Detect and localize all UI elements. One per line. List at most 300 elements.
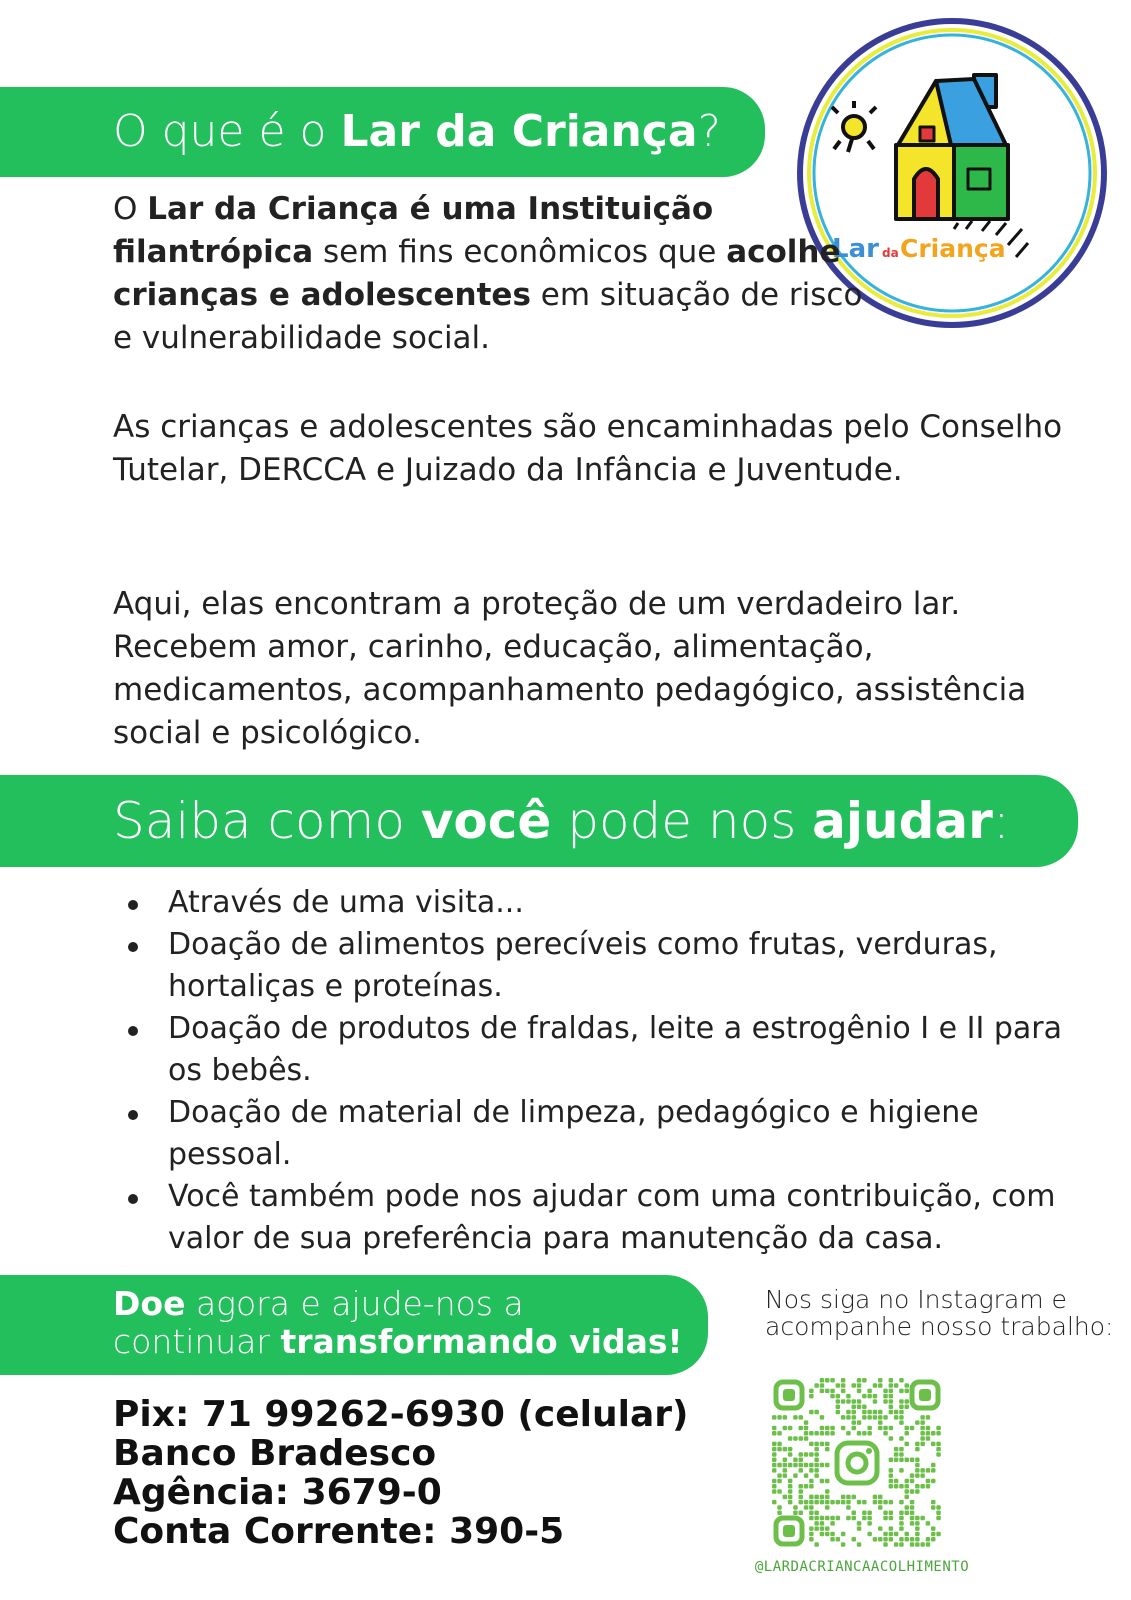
qr-module: [915, 1473, 920, 1478]
qr-module: [867, 1426, 872, 1431]
qr-module: [878, 1410, 883, 1415]
title-highlight: Lar da Criança: [340, 106, 698, 157]
qr-module: [926, 1484, 931, 1489]
qr-module: [867, 1431, 872, 1436]
qr-module: [820, 1500, 825, 1505]
qr-module: [889, 1426, 894, 1431]
qr-module: [804, 1452, 809, 1457]
intro-paragraph: O Lar da Criança é uma Instituição filantrópica sem fins econômicos que acolhe crianças e adolescentes em situação de risco e vulnerabilidade social.: [113, 191, 863, 356]
qr-module: [873, 1495, 878, 1500]
qr-module: [809, 1505, 814, 1510]
instagram-qr-code-icon[interactable]: [772, 1378, 942, 1548]
qr-module: [814, 1431, 819, 1436]
qr-module: [772, 1479, 777, 1484]
qr-module: [777, 1447, 782, 1452]
qr-module: [910, 1500, 915, 1505]
qr-module: [804, 1500, 809, 1505]
qr-module: [809, 1463, 814, 1468]
qr-module: [825, 1389, 830, 1394]
qr-module: [910, 1542, 915, 1547]
qr-module: [926, 1436, 931, 1441]
qr-module: [777, 1463, 782, 1468]
qr-module: [820, 1383, 825, 1388]
qr-module: [804, 1473, 809, 1478]
qr-module: [905, 1458, 910, 1463]
qr-module: [931, 1532, 936, 1537]
qr-module: [905, 1426, 910, 1431]
qr-module: [852, 1537, 857, 1542]
qr-module: [926, 1468, 931, 1473]
qr-module: [825, 1516, 830, 1521]
qr-module: [915, 1516, 920, 1521]
qr-module: [846, 1415, 851, 1420]
qr-module: [883, 1431, 888, 1436]
qr-module: [889, 1394, 894, 1399]
qr-module: [915, 1537, 920, 1542]
qr-module: [814, 1511, 819, 1516]
qr-module: [777, 1442, 782, 1447]
qr-module: [915, 1484, 920, 1489]
qr-module: [814, 1383, 819, 1388]
qr-module: [936, 1452, 941, 1457]
qr-module: [889, 1458, 894, 1463]
qr-module: [814, 1526, 819, 1531]
header-banner-about: [0, 87, 765, 177]
qr-module: [809, 1532, 814, 1537]
qr-module: [889, 1399, 894, 1404]
qr-module: [910, 1489, 915, 1494]
qr-module: [841, 1532, 846, 1537]
qr-module: [836, 1500, 841, 1505]
qr-module: [883, 1399, 888, 1404]
qr-module: [846, 1495, 851, 1500]
qr-module: [867, 1415, 872, 1420]
pix-key: Pix: 71 99262-6930 (celular): [113, 1394, 689, 1435]
qr-module: [793, 1458, 798, 1463]
qr-module: [836, 1516, 841, 1521]
qr-module: [915, 1489, 920, 1494]
qr-module: [857, 1378, 862, 1383]
qr-module: [772, 1442, 777, 1447]
logo-word-lar: Lar: [832, 234, 879, 264]
qr-module: [878, 1505, 883, 1510]
qr-module: [873, 1410, 878, 1415]
qr-module: [905, 1383, 910, 1388]
qr-module: [846, 1516, 851, 1521]
qr-module: [788, 1426, 793, 1431]
qr-module: [883, 1394, 888, 1399]
qr-module: [883, 1500, 888, 1505]
qr-module: [889, 1468, 894, 1473]
qr-module: [926, 1537, 931, 1542]
qr-module: [793, 1415, 798, 1420]
qr-module: [772, 1447, 777, 1452]
qr-module: [783, 1463, 788, 1468]
qr-module: [883, 1415, 888, 1420]
qr-module: [915, 1521, 920, 1526]
qr-module: [846, 1500, 851, 1505]
qr-module: [899, 1436, 904, 1441]
qr-module: [889, 1378, 894, 1383]
qr-module: [804, 1463, 809, 1468]
bank-account: Conta Corrente: 390-5: [113, 1511, 565, 1552]
qr-module: [905, 1399, 910, 1404]
qr-module: [777, 1431, 782, 1436]
qr-module: [936, 1426, 941, 1431]
qr-module: [899, 1389, 904, 1394]
qr-module: [905, 1511, 910, 1516]
qr-module: [809, 1452, 814, 1457]
qr-module: [788, 1436, 793, 1441]
qr-module: [894, 1458, 899, 1463]
intro-bold-1: Lar da Criança é uma Instituição filantrópica: [113, 191, 714, 270]
qr-module: [814, 1542, 819, 1547]
qr-module: [830, 1431, 835, 1436]
care-paragraph: Aqui, elas encontram a proteção de um verdadeiro lar. Recebem amor, carinho, educação, alimentação, medicamentos, acompanhamento pedagógico, assistência social e psicológico.: [113, 586, 1027, 751]
qr-module: [825, 1431, 830, 1436]
qr-module: [777, 1505, 782, 1510]
qr-module: [867, 1516, 872, 1521]
qr-module: [772, 1458, 777, 1463]
qr-module: [920, 1436, 925, 1441]
qr-module: [793, 1473, 798, 1478]
qr-module: [852, 1415, 857, 1420]
qr-module: [820, 1526, 825, 1531]
qr-module: [915, 1463, 920, 1468]
qr-module: [820, 1378, 825, 1383]
qr-module: [788, 1463, 793, 1468]
qr-module: [910, 1505, 915, 1510]
section-title-help: Saiba como você pode nos ajudar:: [113, 792, 1010, 850]
qr-module: [825, 1442, 830, 1447]
qr-module: [894, 1532, 899, 1537]
qr-module: [862, 1431, 867, 1436]
qr-module: [862, 1378, 867, 1383]
qr-module: [867, 1394, 872, 1399]
qr-module: [889, 1410, 894, 1415]
qr-module: [804, 1431, 809, 1436]
qr-module: [772, 1489, 777, 1494]
qr-module: [804, 1484, 809, 1489]
qr-module: [788, 1452, 793, 1457]
qr-module: [936, 1516, 941, 1521]
qr-module: [857, 1500, 862, 1505]
qr-module: [889, 1537, 894, 1542]
qr-module: [841, 1542, 846, 1547]
qr-module: [867, 1410, 872, 1415]
qr-module: [883, 1537, 888, 1542]
qr-module: [836, 1383, 841, 1388]
qr-module: [936, 1447, 941, 1452]
qr-module: [889, 1500, 894, 1505]
qr-module: [857, 1431, 862, 1436]
qr-module: [926, 1521, 931, 1526]
qr-module: [772, 1463, 777, 1468]
qr-module: [926, 1479, 931, 1484]
qr-module: [799, 1426, 804, 1431]
qr-module: [899, 1405, 904, 1410]
qr-module: [825, 1479, 830, 1484]
qr-module: [926, 1415, 931, 1420]
qr-module: [852, 1383, 857, 1388]
qr-module: [899, 1542, 904, 1547]
qr-module: [931, 1463, 936, 1468]
qr-module: [878, 1415, 883, 1420]
qr-module: [867, 1511, 872, 1516]
qr-module: [920, 1542, 925, 1547]
qr-module: [910, 1516, 915, 1521]
qr-module: [873, 1415, 878, 1420]
qr-module: [857, 1399, 862, 1404]
qr-module: [852, 1516, 857, 1521]
qr-module: [857, 1526, 862, 1531]
qr-module: [894, 1542, 899, 1547]
qr-module: [841, 1383, 846, 1388]
qr-module: [915, 1447, 920, 1452]
qr-module: [883, 1532, 888, 1537]
qr-module: [867, 1532, 872, 1537]
qr-module: [799, 1495, 804, 1500]
qr-module: [899, 1452, 904, 1457]
qr-module: [862, 1511, 867, 1516]
qr-module: [926, 1431, 931, 1436]
qr-module: [809, 1431, 814, 1436]
qr-module: [841, 1495, 846, 1500]
qr-module: [783, 1458, 788, 1463]
qr-module: [772, 1426, 777, 1431]
qr-module: [783, 1495, 788, 1500]
qr-module: [910, 1537, 915, 1542]
qr-module: [793, 1505, 798, 1510]
qr-module: [830, 1378, 835, 1383]
qr-module: [841, 1415, 846, 1420]
qr-module: [788, 1484, 793, 1489]
qr-module: [899, 1484, 904, 1489]
qr-module: [910, 1473, 915, 1478]
qr-module: [809, 1410, 814, 1415]
qr-module: [862, 1516, 867, 1521]
qr-module: [915, 1468, 920, 1473]
qr-module: [931, 1505, 936, 1510]
qr-module: [878, 1378, 883, 1383]
qr-module: [931, 1526, 936, 1531]
qr-module: [920, 1415, 925, 1420]
qr-module: [846, 1431, 851, 1436]
qr-module: [920, 1420, 925, 1425]
qr-module: [889, 1511, 894, 1516]
qr-module: [899, 1420, 904, 1425]
qr-module: [878, 1426, 883, 1431]
qr-module: [809, 1500, 814, 1505]
qr-module: [889, 1532, 894, 1537]
qr-module: [905, 1405, 910, 1410]
qr-module: [793, 1511, 798, 1516]
qr-module: [841, 1378, 846, 1383]
qr-module: [894, 1410, 899, 1415]
qr-module: [889, 1389, 894, 1394]
qr-module: [905, 1505, 910, 1510]
qr-module: [783, 1415, 788, 1420]
qr-module: [936, 1442, 941, 1447]
section-title-about: [113, 87, 765, 177]
qr-module: [825, 1378, 830, 1383]
qr-module: [793, 1463, 798, 1468]
qr-module: [814, 1500, 819, 1505]
list-item: Doação de alimentos perecíveis como frutas, verduras, hortaliças e proteínas.: [113, 924, 1073, 1008]
qr-module: [820, 1415, 825, 1420]
logo-word-da: da: [882, 246, 899, 260]
qr-module: [777, 1415, 782, 1420]
qr-module: [809, 1389, 814, 1394]
qr-module: [820, 1495, 825, 1500]
donate-line-2: continuar transformando vidas!: [113, 1322, 683, 1361]
qr-module: [889, 1436, 894, 1441]
qr-module: [889, 1516, 894, 1521]
qr-module: [830, 1426, 835, 1431]
qr-module: [783, 1426, 788, 1431]
qr-module: [814, 1463, 819, 1468]
qr-module: [889, 1484, 894, 1489]
bank-agency: Agência: 3679-0: [113, 1472, 442, 1513]
qr-module: [852, 1410, 857, 1415]
qr-module: [926, 1426, 931, 1431]
qr-module: [899, 1537, 904, 1542]
qr-module: [799, 1468, 804, 1473]
qr-module: [905, 1489, 910, 1494]
qr-module: [894, 1383, 899, 1388]
qr-module: [920, 1484, 925, 1489]
bank-name: Banco Bradesco: [113, 1433, 437, 1474]
qr-module: [825, 1426, 830, 1431]
qr-module: [899, 1526, 904, 1531]
intro-bold-2: acolhe crianças e adolescentes: [113, 234, 841, 313]
qr-module: [820, 1426, 825, 1431]
qr-module: [899, 1516, 904, 1521]
qr-module: [920, 1431, 925, 1436]
qr-module: [799, 1458, 804, 1463]
qr-module: [830, 1537, 835, 1542]
header-banner-help: [0, 775, 1078, 867]
qr-module: [814, 1473, 819, 1478]
qr-module: [899, 1468, 904, 1473]
qr-module: [920, 1468, 925, 1473]
qr-module: [910, 1426, 915, 1431]
qr-module: [788, 1479, 793, 1484]
qr-module: [820, 1431, 825, 1436]
qr-module: [920, 1516, 925, 1521]
qr-module: [889, 1383, 894, 1388]
qr-module: [820, 1516, 825, 1521]
qr-module: [920, 1426, 925, 1431]
qr-module: [920, 1442, 925, 1447]
qr-module: [899, 1378, 904, 1383]
qr-module: [899, 1458, 904, 1463]
qr-module: [862, 1415, 867, 1420]
qr-module: [905, 1484, 910, 1489]
qr-module: [894, 1415, 899, 1420]
qr-module: [899, 1399, 904, 1404]
qr-module: [862, 1405, 867, 1410]
qr-module: [899, 1521, 904, 1526]
qr-module: [825, 1463, 830, 1468]
list-item: Doação de material de limpeza, pedagógico e higiene pessoal.: [113, 1092, 1073, 1176]
qr-module: [836, 1405, 841, 1410]
qr-module: [814, 1468, 819, 1473]
qr-module: [873, 1537, 878, 1542]
qr-module: [825, 1500, 830, 1505]
qr-module: [905, 1431, 910, 1436]
qr-module: [899, 1500, 904, 1505]
qr-module: [857, 1521, 862, 1526]
qr-module: [783, 1447, 788, 1452]
instagram-handle[interactable]: @LARDACRIANCAACOLHIMENTO: [754, 1559, 970, 1575]
qr-module: [783, 1473, 788, 1478]
qr-module: [883, 1389, 888, 1394]
qr-module: [830, 1521, 835, 1526]
qr-module: [846, 1410, 851, 1415]
qr-module: [809, 1442, 814, 1447]
qr-module: [894, 1479, 899, 1484]
help-list: [113, 882, 1073, 1260]
qr-module: [857, 1420, 862, 1425]
list-item: Através de uma visita...: [113, 882, 1073, 924]
qr-module: [873, 1500, 878, 1505]
qr-module: [862, 1394, 867, 1399]
qr-module: [857, 1383, 862, 1388]
qr-module: [836, 1537, 841, 1542]
qr-module: [799, 1463, 804, 1468]
qr-module: [915, 1420, 920, 1425]
referral-paragraph: As crianças e adolescentes são encaminhadas pelo Conselho Tutelar, DERCCA e Juizado da Infância e Juventude.: [113, 409, 1063, 488]
qr-module: [857, 1542, 862, 1547]
qr-module: [777, 1511, 782, 1516]
qr-module: [905, 1442, 910, 1447]
qr-module: [777, 1479, 782, 1484]
qr-module: [788, 1495, 793, 1500]
qr-module: [799, 1484, 804, 1489]
qr-module: [920, 1473, 925, 1478]
qr-module: [899, 1410, 904, 1415]
qr-module: [799, 1415, 804, 1420]
qr-module: [883, 1426, 888, 1431]
qr-module: [910, 1521, 915, 1526]
qr-module: [793, 1436, 798, 1441]
qr-module: [809, 1516, 814, 1521]
qr-module: [836, 1410, 841, 1415]
qr-module: [931, 1431, 936, 1436]
qr-module: [878, 1383, 883, 1388]
qr-module: [799, 1500, 804, 1505]
qr-module: [857, 1405, 862, 1410]
qr-module: [915, 1532, 920, 1537]
qr-module: [841, 1500, 846, 1505]
qr-module: [814, 1452, 819, 1457]
qr-module: [820, 1521, 825, 1526]
qr-module: [910, 1458, 915, 1463]
qr-module: [830, 1394, 835, 1399]
qr-module: [899, 1415, 904, 1420]
qr-module: [814, 1410, 819, 1415]
qr-module: [788, 1447, 793, 1452]
qr-module: [905, 1389, 910, 1394]
qr-module: [809, 1537, 814, 1542]
qr-module: [777, 1473, 782, 1478]
qr-module: [867, 1521, 872, 1526]
qr-module: [772, 1468, 777, 1473]
qr-module: [841, 1389, 846, 1394]
qr-module: [883, 1516, 888, 1521]
qr-module: [852, 1426, 857, 1431]
